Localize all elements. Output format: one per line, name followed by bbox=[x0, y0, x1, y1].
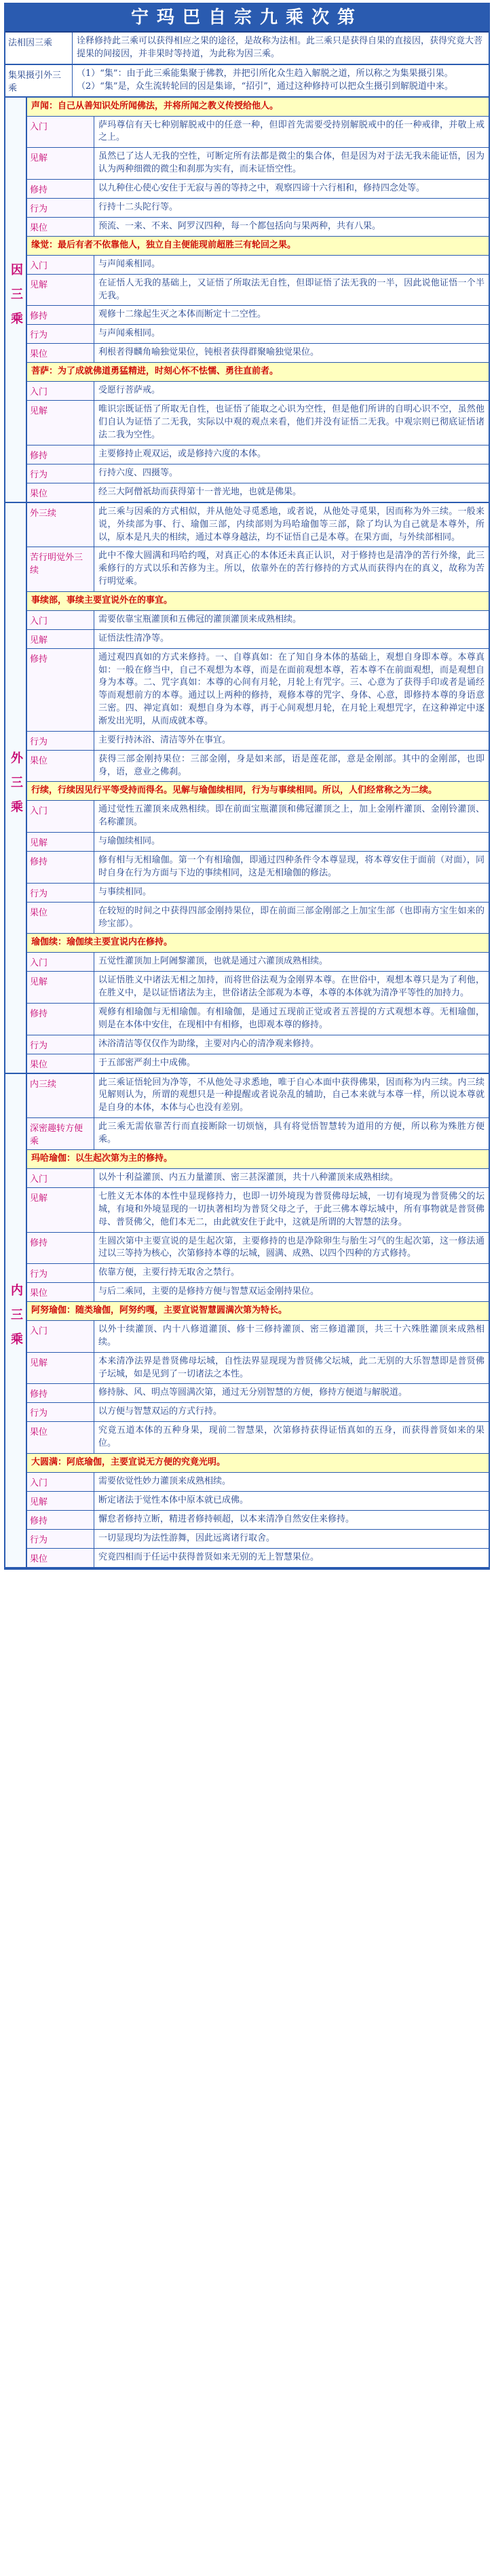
row-text: 以外十利益灌顶、内五力量灌顶、密三甚深灌顶，共十八种灌顶来成熟相续。 bbox=[98, 1172, 399, 1183]
row-label: 果位 bbox=[27, 1283, 94, 1301]
row-label: 行为 bbox=[27, 464, 94, 483]
table-row bbox=[27, 1264, 489, 1283]
table-row bbox=[27, 630, 489, 649]
row-text: 沐浴清洁等仅仅作为助缘，主要对内心的清净观来修持。 bbox=[98, 1038, 320, 1049]
row-text: 观修有相瑜伽与无相瑜伽。有相瑜伽，是通过五现前正觉或者五菩提的方式观想本尊。无相瑜伽，则是在本体中安住，在现相中有相修，也即观本尊的修持。 bbox=[98, 1006, 484, 1030]
table-row bbox=[27, 1054, 489, 1073]
row-label: 内三续 bbox=[27, 1074, 94, 1118]
row-text: 与事续相同。 bbox=[98, 886, 152, 897]
table-row bbox=[27, 503, 489, 548]
row-label: 外三续 bbox=[27, 503, 94, 547]
table-row bbox=[27, 1492, 489, 1511]
row-label: 行为 bbox=[27, 1264, 94, 1282]
row-label: 果位 bbox=[27, 344, 94, 362]
row-text: 预流、一来、不来、阿罗汉四种，每一个都包括向与果两种，共有八果。 bbox=[98, 220, 381, 231]
intro-text: （1）“集”：由于此三乘能集聚于佛教，并把引所化众生趋入解脱之道，所以称之为集果摄引果。（2）“集”是，众生流转轮回的因是集谛，“招引”，通过这种修持可以把众生摄引到解脱道中来。 bbox=[77, 68, 453, 92]
table-row bbox=[27, 1188, 489, 1233]
row-text: 与瑜伽续相同。 bbox=[98, 836, 161, 846]
row-label: 修持 bbox=[27, 1511, 94, 1529]
row-text: 修持脉、风、明点等圆满次第，通过无分别智慧的方便，修持方便道与解脱道。 bbox=[98, 1387, 408, 1398]
table-row bbox=[27, 1074, 489, 1119]
row-label: 入门 bbox=[27, 382, 94, 400]
row-text: 以九种住心使心安住于无寂与善的等持之中，观察四谛十六行相和，修持四念处等。 bbox=[98, 182, 425, 193]
row-label: 入门 bbox=[27, 801, 94, 832]
row-label: 行为 bbox=[27, 1035, 94, 1054]
table-row bbox=[27, 1353, 489, 1385]
row-label: 行为 bbox=[27, 732, 94, 750]
row-text: 此三乘无需依靠苦行而直接断除一切烦恼，具有将觉悟智慧转为道用的方便，所以称为殊胜方便乘。 bbox=[98, 1122, 484, 1145]
table-row bbox=[27, 306, 489, 325]
row-label: 果位 bbox=[27, 1549, 94, 1567]
row-label: 入门 bbox=[27, 256, 94, 274]
table-row bbox=[27, 344, 489, 363]
row-text: 本来清净法界是普贤佛母坛城，自性法界显现现为普贤佛父坛城，此二无别的大乐智慧即是普贤佛子坛城，如是见到了一切诸法之本性。 bbox=[98, 1355, 484, 1379]
intro-row bbox=[5, 33, 489, 65]
row-label: 见解 bbox=[27, 275, 94, 306]
row-text: 与后二乘同，主要的是修持方便与智慧双运金刚持果位。 bbox=[98, 1286, 320, 1297]
intro-row bbox=[5, 65, 489, 98]
section-vertical-label: 外三乘 bbox=[5, 503, 27, 1073]
row-label: 行为 bbox=[27, 325, 94, 343]
row-label: 入门 bbox=[27, 1473, 94, 1491]
table-row bbox=[27, 199, 489, 218]
section-band: 缘觉：最后有者不依靠他人，独立自主便能现前超胜三有轮回之果。 bbox=[27, 237, 489, 256]
row-text: 究竟五道本体的五种身果，现前二智慧果，次第修持获得证悟真如的五身，而获得普贤如来的果位。 bbox=[98, 1425, 484, 1449]
table-row bbox=[27, 325, 489, 344]
row-text: 七胜义无本体的本性中显现修持力，也即一切外境现为普贤佛母坛城，一切有境现为普贤佛父的坛城，有境和外境显现的一切执著相均为普贤父母之子，于此三佛本尊坛城中，所有事物就是普贤佛母、普贤佛父，他们本无二，由此就安住于此中，这就是所谓的大智慧的法身。 bbox=[98, 1191, 484, 1227]
row-text: 与声闻乘相同。 bbox=[98, 258, 161, 269]
section-content bbox=[27, 98, 489, 502]
row-label: 修持 bbox=[27, 306, 94, 324]
table-row bbox=[27, 649, 489, 732]
table-row bbox=[27, 275, 489, 306]
row-text: 在证悟人无我的基础上，又证悟了所取法无自性，但即证悟了法无我的一半，因此说他证悟一个半无我。 bbox=[98, 277, 484, 301]
table-row bbox=[27, 148, 489, 180]
section bbox=[5, 98, 489, 503]
table-row bbox=[27, 1530, 489, 1549]
row-text: 需要依觉性妙力灌顶来成熟相续。 bbox=[98, 1475, 231, 1486]
row-label: 修持 bbox=[27, 445, 94, 464]
table-row bbox=[27, 953, 489, 972]
row-label: 见解 bbox=[27, 833, 94, 851]
section-band: 瑜伽续：瑜伽续主要宣说内在修持。 bbox=[27, 934, 489, 953]
table-row bbox=[27, 1422, 489, 1454]
row-label: 果位 bbox=[27, 1422, 94, 1453]
row-text: 于五部密严刹土中成佛。 bbox=[98, 1057, 196, 1068]
row-text: 通过观四真如的方式来修持。一、自尊真如：在了知自身本体的基础上，观想自身即本尊。本尊真如：一般在修当中，自己不观想为本尊，而是在面前观想本尊，若本尊不在前面观想，而是观想自身为本尊。二、咒字真如：本尊的心间有月轮，月轮上有咒字。三、心意为了获得手印或者是诵经等而观想前方的本尊。通过以上两种的修持，观修本尊的咒字、身体、心意，即修持本尊的身语意三密。四、禅定真如：观想自身为本尊，再于心间观想月轮，在月轮上观想咒字，在这种禅定中逐渐发出光明，从而成就本尊。 bbox=[98, 652, 484, 726]
table-row bbox=[27, 801, 489, 833]
table-row bbox=[27, 732, 489, 751]
row-label: 入门 bbox=[27, 611, 94, 629]
table-row bbox=[27, 483, 489, 502]
table-row bbox=[27, 1283, 489, 1302]
row-label: 入门 bbox=[27, 1321, 94, 1352]
row-text: 需要依靠宝瓶灌顶和五佛冠的灌顶灌顶来成熟相续。 bbox=[98, 614, 302, 625]
table-row bbox=[27, 218, 489, 237]
table-row bbox=[27, 1169, 489, 1188]
row-label: 果位 bbox=[27, 751, 94, 782]
table-row bbox=[27, 1384, 489, 1403]
table-row bbox=[27, 1035, 489, 1054]
row-text: 此中不像大圆满和玛哈约嘎，对真正心的本体还未真正认识，对于修持也是清净的苦行外缘，此三乘修行的方式以乐和苦修为主。所以，依靠外在的苦行修持的方式从而获得内在的真义，故称为苦行明觉乘。 bbox=[98, 551, 484, 587]
table-row bbox=[27, 464, 489, 483]
table-row bbox=[27, 1118, 489, 1150]
row-text: 行持十二头陀行等。 bbox=[98, 201, 178, 212]
row-text: 通过觉性五灌顶来成熟相续。即在前面宝瓶灌顶和佛冠灌顶之上，加上金刚杵灌顶、金刚铃灌顶、名称灌顶。 bbox=[98, 804, 484, 828]
row-text: 萨玛尊信有天七种别解脱戒中的任意一种，但即首先需要受持别解脱戒中的任一种戒律，并敬上戒之上。 bbox=[98, 119, 484, 143]
row-text: 在较短的时间之中获得四部金刚持果位，即在前面三部金刚部之上加宝生部（也即南方宝生如来的珍宝部）。 bbox=[98, 905, 484, 929]
intro-block bbox=[5, 33, 489, 98]
row-text: 以证悟胜义中诸法无相之加持，而将世俗法观为金刚界本尊。在世俗中，观想本尊只是为了利他，在胜义中，是以证悟诸法为主，世俗诸法全部观为本尊，本尊的本体就为清净平等性的加持力。 bbox=[98, 975, 484, 999]
row-text: 唯识宗既证悟了所取无自性，也证悟了能取之心识为空性，但是他们所讲的自明心识不空，虽然他们自认为证悟了二无我，实际以中观的观点来看，他们并没有证悟二无我。中观宗则已彻底证悟诸法二我为空性。 bbox=[98, 404, 484, 440]
table-row bbox=[27, 382, 489, 401]
row-text: 究竟四相而于任运中获得普贤如来无别的无上智慧果位。 bbox=[98, 1551, 320, 1562]
page-title: 宁玛巴自宗九乘次第 bbox=[5, 4, 489, 33]
row-label: 见解 bbox=[27, 972, 94, 1003]
intro-label: 法相因三乘 bbox=[5, 33, 73, 64]
row-text: 生圆次第中主要宣说的是生起次第，主要修持的也是净除卵生与胎生习气的生起次第，这一修法通过以三等持为核心，次第修持本尊的坛城，圆满、成熟、以四个四种的方式修持。 bbox=[98, 1235, 484, 1259]
table-row bbox=[27, 611, 489, 630]
row-text: 主要行持沐浴、清洁等外在事宜。 bbox=[98, 734, 231, 745]
row-label: 果位 bbox=[27, 1054, 94, 1073]
row-text: 以方便与智慧双运的方式行持。 bbox=[98, 1406, 223, 1417]
table-row bbox=[27, 1233, 489, 1265]
table-row bbox=[27, 1511, 489, 1530]
table-row bbox=[27, 903, 489, 934]
intro-text: 诠释修持此三乘可以获得相应之果的途径，是故称为法相。此三乘只是获得自果的直接因，获得究竟大菩提果的间接因，并非果时等持道，为此称为因三乘。 bbox=[77, 36, 483, 59]
table-row bbox=[27, 256, 489, 275]
row-label: 入门 bbox=[27, 1169, 94, 1187]
table-row bbox=[27, 1473, 489, 1492]
row-text: 以外十续灌顶、内十八修道灌顶、修十三修持灌顶、密三修道灌顶，共三十六殊胜灌顶来成熟相续。 bbox=[98, 1324, 484, 1347]
row-text: 断定诸法于觉性本体中原本就已成佛。 bbox=[98, 1494, 249, 1505]
row-label: 见解 bbox=[27, 401, 94, 445]
row-text: 利根者得麟角喻独觉果位，钝根者获得群聚喻独觉果位。 bbox=[98, 347, 320, 358]
table-row bbox=[27, 117, 489, 148]
table-row bbox=[27, 401, 489, 445]
table-row bbox=[27, 1004, 489, 1035]
intro-label: 集果摄引外三乘 bbox=[5, 65, 73, 96]
table-row bbox=[27, 180, 489, 199]
sections-container bbox=[5, 98, 489, 1568]
row-label: 入门 bbox=[27, 953, 94, 971]
row-text: 此三乘与因乘的方式相似，并从他处寻觅悉地，或者说，从他处寻觅果，因而称为外三续。一般来说，外续部为事、行、瑜伽三部，内续部则为玛哈瑜伽等三部，除了均认为自己就是本尊外，所以，原本是凡夫的相续，通过本尊身越法，均不证悟自己是本尊。在果方面，与外续部相同。 bbox=[98, 506, 484, 542]
row-text: 此三乘证悟轮回为净等，不从他处寻求悉地，唯于自心本面中获得佛果，因而称为内三续。内三续见解则认为，所谓的观想只是一种提醒或者说杂乱的辅助，自己本来就与本尊一样，所以说本尊就是自身的本体，本体与心也没有差别。 bbox=[98, 1077, 484, 1113]
row-label: 修持 bbox=[27, 180, 94, 198]
row-label: 修持 bbox=[27, 1004, 94, 1035]
row-text: 观修十二缘起生灭之本体而断定十二空性。 bbox=[98, 309, 267, 320]
section-vertical-label: 内三乘 bbox=[5, 1074, 27, 1567]
row-text: 与声闻乘相同。 bbox=[98, 328, 161, 339]
table-row bbox=[27, 852, 489, 884]
row-label: 深密趣转方便乘 bbox=[27, 1118, 94, 1149]
row-label: 见解 bbox=[27, 1188, 94, 1232]
section-content bbox=[27, 503, 489, 1073]
row-text: 主要修持止观双运，或是修持六度的本体。 bbox=[98, 448, 267, 459]
section-band: 行续，行续因见行平等受持而得名。见解与瑜伽续相同，行为与事续相同。所以，人们经常称之为二续。 bbox=[27, 782, 489, 801]
row-text: 经三大阿僧祇劫而获得第十一普光地，也就是佛果。 bbox=[98, 486, 302, 497]
row-label: 修持 bbox=[27, 1384, 94, 1402]
row-label: 果位 bbox=[27, 483, 94, 502]
row-label: 行为 bbox=[27, 884, 94, 902]
row-label: 行为 bbox=[27, 199, 94, 217]
row-label: 见解 bbox=[27, 148, 94, 179]
section-band: 事续部，事续主要宣说外在的事宜。 bbox=[27, 592, 489, 611]
row-text: 行持六度、四摄等。 bbox=[98, 467, 178, 478]
row-label: 入门 bbox=[27, 117, 94, 148]
row-label: 果位 bbox=[27, 218, 94, 236]
section-content bbox=[27, 1074, 489, 1567]
row-label: 见解 bbox=[27, 1492, 94, 1510]
row-text: 虽然已了达人无我的空性，可断定所有法都是微尘的集合体，但是因为对于法无我未能证悟，因为认为两种细微的微尘和刹那为实有，而未证悟空性。 bbox=[98, 151, 484, 175]
section-band: 菩萨：为了成就佛道勇猛精进，时刻心怀不怯懦、勇往直前者。 bbox=[27, 363, 489, 382]
row-label: 见解 bbox=[27, 1353, 94, 1384]
table-row bbox=[27, 1549, 489, 1567]
row-text: 懈怠者修持立断，精进者修持顿超，以本来清净自然安住来修持。 bbox=[98, 1513, 355, 1524]
row-text: 一切显现均为法性游舞，因此远离诸行取舍。 bbox=[98, 1532, 276, 1543]
table-row bbox=[27, 445, 489, 464]
table-row bbox=[27, 1403, 489, 1422]
table-row bbox=[27, 751, 489, 782]
row-text: 依靠方便，主要行持无取舍之禁行。 bbox=[98, 1267, 240, 1278]
row-label: 果位 bbox=[27, 903, 94, 934]
section-band: 大圆满：阿底瑜伽，主要宣说无方便的究竟光明。 bbox=[27, 1454, 489, 1473]
row-text: 五觉性灌顶加上阿阇黎灌顶，也就是通过六灌顶成熟相续。 bbox=[98, 956, 328, 967]
row-label: 行为 bbox=[27, 1403, 94, 1421]
row-label: 行为 bbox=[27, 1530, 94, 1548]
table-row bbox=[27, 972, 489, 1004]
table-row bbox=[27, 547, 489, 592]
section-vertical-label: 因三乘 bbox=[5, 98, 27, 502]
row-label: 见解 bbox=[27, 630, 94, 648]
row-label: 修持 bbox=[27, 1233, 94, 1264]
row-text: 证悟法性清净等。 bbox=[98, 633, 170, 643]
row-label: 苦行明觉外三续 bbox=[27, 547, 94, 591]
table-row bbox=[27, 833, 489, 852]
section-band: 阿努瑜伽：随类瑜伽，阿努约嘎，主要宣说智慧圆满次第为特长。 bbox=[27, 1302, 489, 1321]
section-band: 声闻：自己从善知识处所闻佛法，并将所闻之教义传授给他人。 bbox=[27, 98, 489, 117]
row-text: 受愿行菩萨戒。 bbox=[98, 385, 161, 396]
row-text: 修有相与无相瑜伽。第一个有相瑜伽，即通过四种条件令本尊显现，将本尊安住于面前（对面），同时自身在行为方面与下边的事续相同，这是无相瑜伽的修法。 bbox=[98, 855, 484, 878]
row-label: 修持 bbox=[27, 852, 94, 883]
document-page bbox=[4, 3, 490, 1570]
section-band: 玛哈瑜伽：以生起次第为主的修持。 bbox=[27, 1150, 489, 1169]
row-label: 修持 bbox=[27, 649, 94, 731]
section bbox=[5, 1074, 489, 1568]
section bbox=[5, 503, 489, 1074]
row-text: 获得三部金刚持果位：三部金刚，身是如来部，语是莲花部，意是金刚部。其中的金刚部，也即身，语，意业之佛刹。 bbox=[98, 753, 484, 777]
table-row bbox=[27, 1321, 489, 1353]
table-row bbox=[27, 884, 489, 903]
